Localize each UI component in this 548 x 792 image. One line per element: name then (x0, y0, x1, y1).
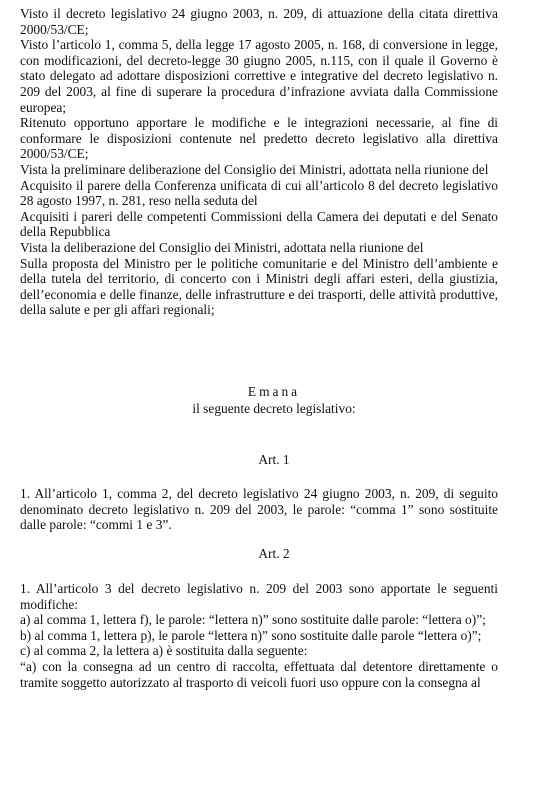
article-2-title: Art. 2 (258, 546, 290, 561)
preamble-paragraph: Vista la preliminare deliberazione del Consiglio dei Ministri, adottata nella riunione del (20, 161, 489, 177)
article-2-body (20, 581, 498, 690)
preamble-paragraph: Visto l’articolo 1, comma 5, della legge 17 agosto 2005, n. 168, di conversione in legge, con modificazioni, del decreto-legge 30 giugno 2005, n.115, con il quale il Governo è stato delegato ad adottare disposizioni correttive e integrative del decreto legislativo n. 209 del 2003, al fine di superare la procedura d’infrazione avviata dalla Commissione europea; (20, 37, 498, 115)
emana-heading: Emana (247, 384, 301, 399)
article-1-body (20, 486, 498, 533)
preamble-paragraph: Visto il decreto legislativo 24 giugno 2003, n. 209, di attuazione della citata direttiva 2000/53/CE; (20, 6, 498, 37)
article-2-paragraph: c) al comma 2, la lettera a) è sostituita dalla seguente: (20, 643, 308, 659)
article-2-paragraph: 1. All’articolo 3 del decreto legislativo n. 209 del 2003 sono apportate le seguenti modifiche: (20, 581, 498, 612)
preamble-section (20, 6, 498, 318)
article-1-title: Art. 1 (258, 452, 290, 467)
emana-subtitle: il seguente decreto legislativo: (192, 401, 356, 416)
article-2-paragraph: “a) con la consegna ad un centro di raccolta, effettuata dal detentore direttamente o tramite soggetto autorizzato al trasporto di veicoli fuori uso oppure con la consegna al (20, 658, 498, 690)
preamble-paragraph: Vista la deliberazione del Consiglio dei Ministri, adottata nella riunione del (20, 239, 424, 255)
preamble-paragraph: Sulla proposta del Ministro per le politiche comunitarie e del Ministro dell’ambiente e della tutela del territorio, di concerto con i Ministri degli affari esteri, della giustizia, dell’economia e delle finanze, delle infrastrutture e dei trasporti, delle attività produttive, della salute e per gli affari regionali; (20, 255, 498, 318)
article-2-paragraph: b) al comma 1, lettera p), le parole “lettera n)” sono sostituite dalle parole “lettera o)”; (20, 627, 482, 643)
preamble-paragraph: Acquisiti i pareri delle competenti Commissioni della Camera dei deputati e del Senato della Repubblica (20, 208, 498, 240)
article-1-paragraph: 1. All’articolo 1, comma 2, del decreto legislativo 24 giugno 2003, n. 209, di seguito denominato decreto legislativo n. 209 del 2003, le parole: “comma 1” sono sostituite dalle parole: “commi 1 e 3”. (20, 486, 498, 533)
article-2-paragraph: a) al comma 1, lettera f), le parole: “lettera n)” sono sostituite dalle parole: “lettera o)”; (20, 612, 486, 628)
preamble-paragraph: Acquisito il parere della Conferenza unificata di cui all’articolo 8 del decreto legislativo 28 agosto 1997, n. 281, reso nella seduta del (20, 177, 498, 209)
preamble-paragraph: Ritenuto opportuno apportare le modifiche e le integrazioni necessarie, al fine di conformare le disposizioni contenute nel predetto decreto legislativo alla direttiva 2000/53/CE; (20, 115, 498, 162)
